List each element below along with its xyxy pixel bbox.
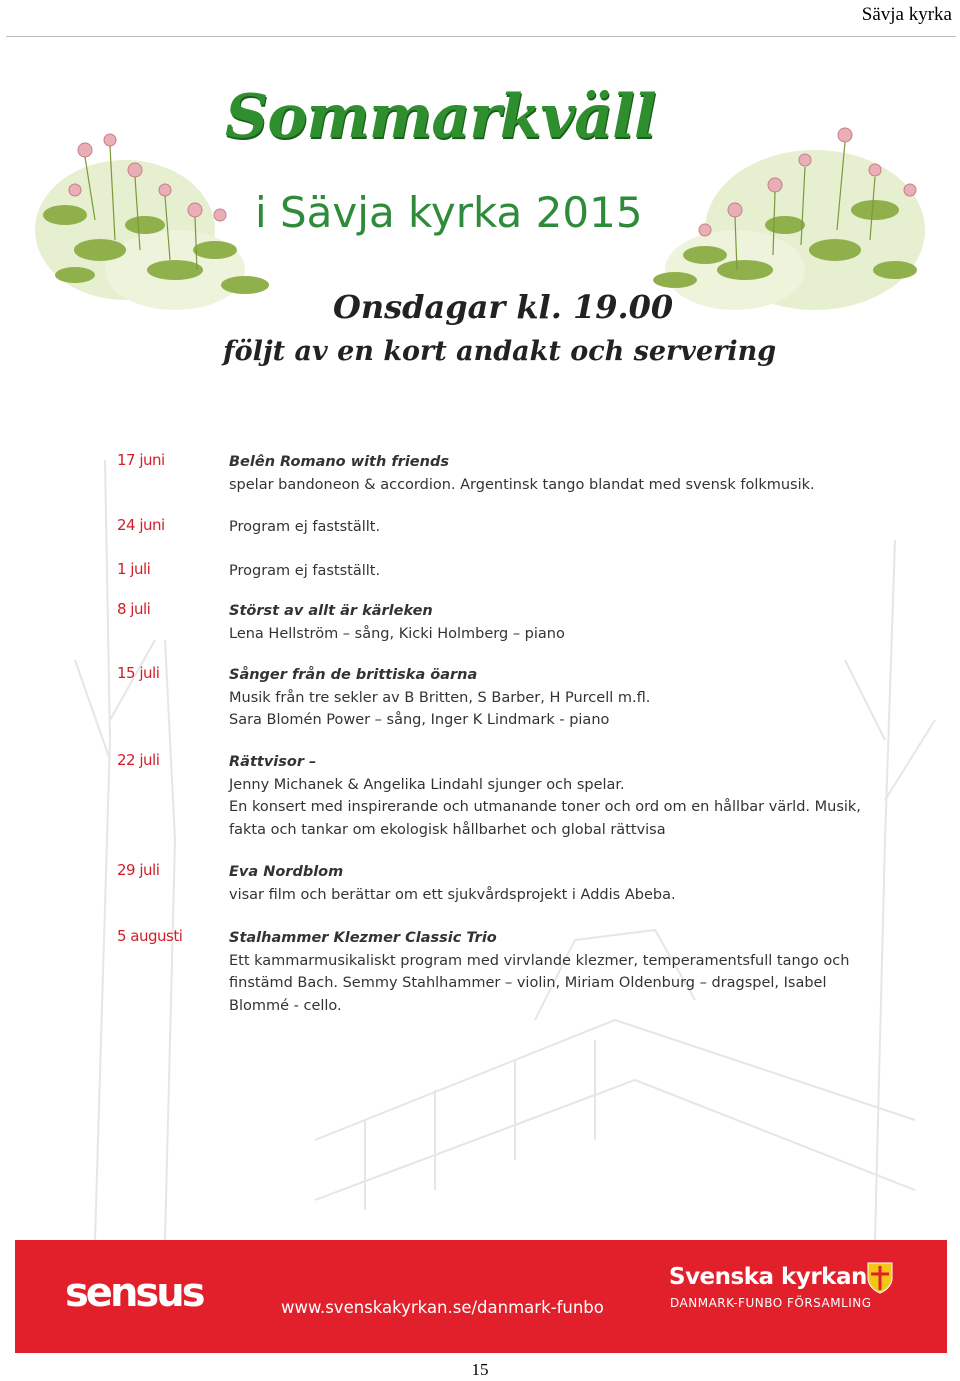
event-date: 24 juni — [117, 516, 165, 534]
sensus-logo: sensus — [65, 1270, 203, 1316]
event-date: 17 juni — [117, 451, 165, 469]
event-title: Eva Nordblom — [229, 864, 344, 880]
event-date: 15 juli — [117, 664, 160, 682]
event-line: Blommé - cello. — [229, 997, 342, 1014]
event-body — [229, 516, 919, 539]
event-line: Lena Hellström – sång, Kicki Holmberg – piano — [229, 625, 565, 642]
event-date: 5 augusti — [117, 927, 183, 945]
poster-subtitle: i Sävja kyrka 2015 — [255, 188, 643, 237]
website-url[interactable]: www.svenskakyrkan.se/danmark-funbo — [281, 1298, 604, 1317]
poster — [15, 40, 947, 1240]
event-line: finstämd Bach. Semmy Stahlhammer – violin, Miriam Oldenburg – dragspel, Isabel — [229, 975, 827, 991]
event-title: Sånger från de brittiska öarna — [229, 667, 478, 683]
running-header: Sävja kyrka — [861, 4, 952, 25]
schedule-time: Onsdagar kl. 19.00 — [333, 288, 674, 326]
event-title: Stalhammer Klezmer Classic Trio — [229, 930, 497, 946]
event-body — [229, 560, 919, 583]
event-line: spelar bandoneon & accordion. Argentinsk tango blandat med svensk folkmusik. — [229, 476, 815, 493]
event-body — [229, 664, 919, 732]
event-line: visar film och berättar om ett sjukvårdsprojekt i Addis Abeba. — [229, 886, 676, 903]
event-line: Ett kammarmusikaliskt program med virvlande klezmer, temperamentsfull tango och — [229, 952, 850, 969]
sponsor-band — [15, 1240, 947, 1353]
event-line: En konsert med inspirerande och utmanande toner och ord om en hållbar värld. Musik, — [229, 799, 861, 815]
event-body — [229, 751, 919, 841]
event-line: fakta och tankar om ekologisk hållbarhet och global rättvisa — [229, 821, 666, 838]
event-line: Musik från tre sekler av B Britten, S Barber, H Purcell m.fl. — [229, 689, 651, 706]
event-title: Belên Romano with friends — [229, 454, 449, 470]
header-rule — [6, 36, 956, 37]
event-line: Jenny Michanek & Angelika Lindahl sjunger och spelar. — [229, 776, 625, 793]
event-date: 29 juli — [117, 861, 160, 879]
event-body — [229, 927, 919, 1017]
event-title: Rättvisor – — [229, 754, 317, 770]
event-date: 1 juli — [117, 560, 151, 578]
event-date: 8 juli — [117, 600, 151, 618]
church-name: Svenska kyrkan — [669, 1264, 867, 1290]
event-body — [229, 861, 919, 906]
event-line: Program ej fastställt. — [229, 519, 381, 535]
event-line: Sara Blomén Power – sång, Inger K Lindmark - piano — [229, 712, 610, 728]
event-title: Störst av allt är kärleken — [229, 603, 433, 619]
schedule-note: följt av en kort andakt och servering — [223, 336, 777, 367]
page-number: 15 — [471, 1360, 489, 1379]
parish-name: DANMARK-FUNBO FÖRSAMLING — [670, 1296, 872, 1310]
event-body — [229, 451, 919, 496]
event-date: 22 juli — [117, 751, 160, 769]
church-crest-icon — [867, 1262, 893, 1294]
event-line: Program ej fastställt. — [229, 563, 381, 579]
poster-title: Sommarkväll — [225, 82, 656, 152]
event-body — [229, 600, 919, 645]
